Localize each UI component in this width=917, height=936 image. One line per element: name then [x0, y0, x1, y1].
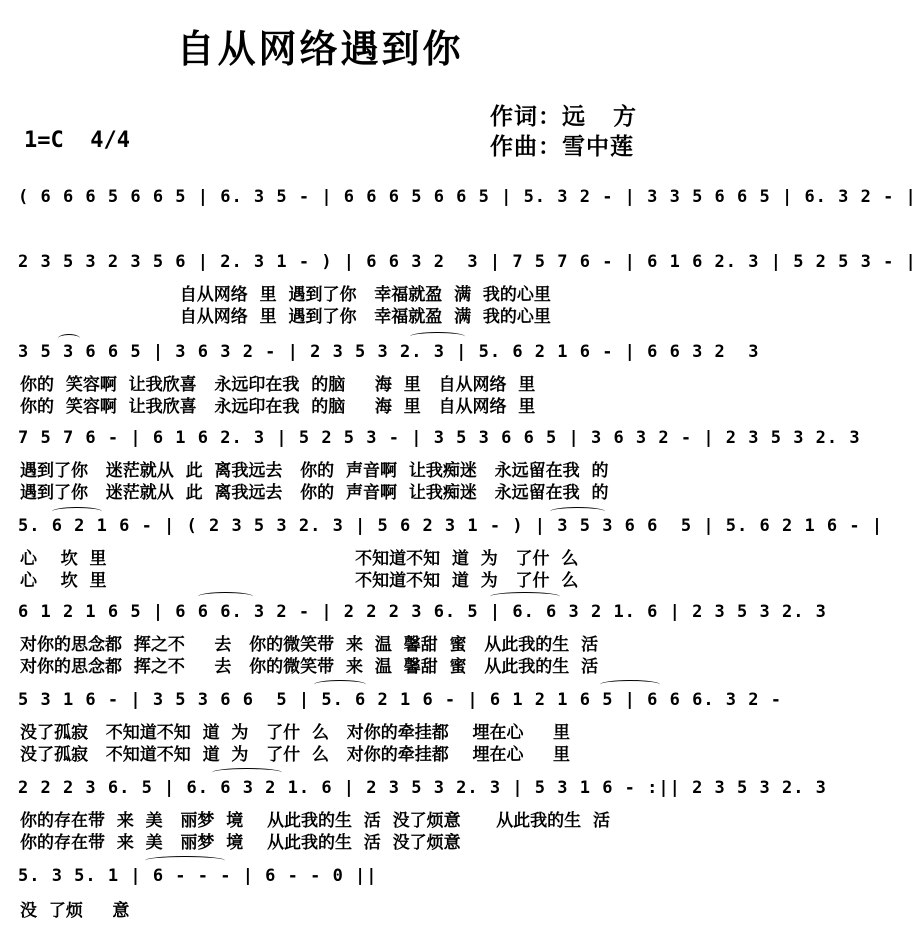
slur-mark: [600, 680, 660, 689]
slur-mark: [410, 332, 465, 341]
lyric-verse-1: 心 坎 里 不知道不知 道 为 了什 么: [20, 549, 579, 569]
lyric-verse-2: 没了孤寂 不知道不知 道 为 了什 么 对你的牵挂都 埋在心 里: [20, 745, 571, 765]
slur-mark: [145, 856, 225, 865]
notation-line: 5. 6 2 1 6 - | ( 2 3 5 3 2. 3 | 5 6 2 3 1 - ) | 3 5 3 6 6 5 | 5. 6 2 1 6 - |: [18, 516, 884, 536]
lyric-verse-1: 自从网络 里 遇到了你 幸福就盈 满 我的心里: [20, 285, 551, 305]
lyric-verse-2: 对你的思念都 挥之不 去 你的微笑带 来 温 馨甜 蜜 从此我的生 活: [20, 657, 599, 677]
notation-line: 2 3 5 3 2 3 5 6 | 2. 3 1 - ) | 6 6 3 2 3 | 7 5 7 6 - | 6 1 6 2. 3 | 5 2 5 3 - |: [18, 252, 917, 272]
lyric-verse-1: 没 了烦 意: [20, 901, 130, 921]
slur-mark: [52, 507, 102, 516]
slur-mark: [550, 507, 605, 516]
lyric-verse-1: 你的存在带 来 美 丽梦 境 从此我的生 活 没了烦意 从此我的生 活: [20, 811, 610, 831]
lyricist-credit: 作词：远 方: [490, 104, 638, 130]
lyric-verse-1: 遇到了你 迷茫就从 此 离我远去 你的 声音啊 让我痴迷 永远留在我 的: [20, 461, 609, 481]
slur-mark: [198, 592, 253, 601]
notation-line: 5. 3 5. 1 | 6 - - - | 6 - - 0 ||: [18, 866, 378, 886]
slur-mark: [212, 768, 282, 777]
notation-line: 6 1 2 1 6 5 | 6 6 6. 3 2 - | 2 2 2 3 6. 5 | 6. 6 3 2 1. 6 | 2 3 5 3 2. 3: [18, 602, 827, 622]
lyric-verse-2: 遇到了你 迷茫就从 此 离我远去 你的 声音啊 让我痴迷 永远留在我 的: [20, 483, 609, 503]
lyric-verse-1: 没了孤寂 不知道不知 道 为 了什 么 对你的牵挂都 埋在心 里: [20, 723, 571, 743]
lyric-verse-1: 对你的思念都 挥之不 去 你的微笑带 来 温 馨甜 蜜 从此我的生 活: [20, 635, 599, 655]
notation-line: 5 3 1 6 - | 3 5 3 6 6 5 | 5. 6 2 1 6 - | 6 1 2 1 6 5 | 6 6 6. 3 2 -: [18, 690, 782, 710]
lyric-verse-1: 你的 笑容啊 让我欣喜 永远印在我 的脑 海 里 自从网络 里: [20, 375, 536, 395]
slur-mark: [490, 592, 560, 601]
notation-line: 3 5 3 6 6 5 | 3 6 3 2 - | 2 3 5 3 2. 3 | 5. 6 2 1 6 - | 6 6 3 2 3: [18, 342, 760, 362]
composer-credit: 作曲：雪中莲: [490, 134, 634, 160]
lyric-verse-2: 自从网络 里 遇到了你 幸福就盈 满 我的心里: [20, 307, 551, 327]
lyric-verse-2: 你的 笑容啊 让我欣喜 永远印在我 的脑 海 里 自从网络 里: [20, 397, 536, 417]
slur-mark: [314, 680, 366, 689]
notation-line: 2 2 2 3 6. 5 | 6. 6 3 2 1. 6 | 2 3 5 3 2. 3 | 5 3 1 6 - :|| 2 3 5 3 2. 3: [18, 778, 827, 798]
notation-line: ( 6 6 6 5 6 6 5 | 6. 3 5 - | 6 6 6 5 6 6 5 | 5. 3 2 - | 3 3 5 6 6 5 | 6. 3 2 - |: [18, 187, 917, 207]
song-title: 自从网络遇到你: [176, 27, 464, 71]
lyric-verse-2: 你的存在带 来 美 丽梦 境 从此我的生 活 没了烦意: [20, 833, 461, 853]
notation-line: 7 5 7 6 - | 6 1 6 2. 3 | 5 2 5 3 - | 3 5 3 6 6 5 | 3 6 3 2 - | 2 3 5 3 2. 3: [18, 428, 861, 448]
key-signature: 1=C 4/4: [24, 128, 130, 153]
lyric-verse-2: 心 坎 里 不知道不知 道 为 了什 么: [20, 571, 579, 591]
